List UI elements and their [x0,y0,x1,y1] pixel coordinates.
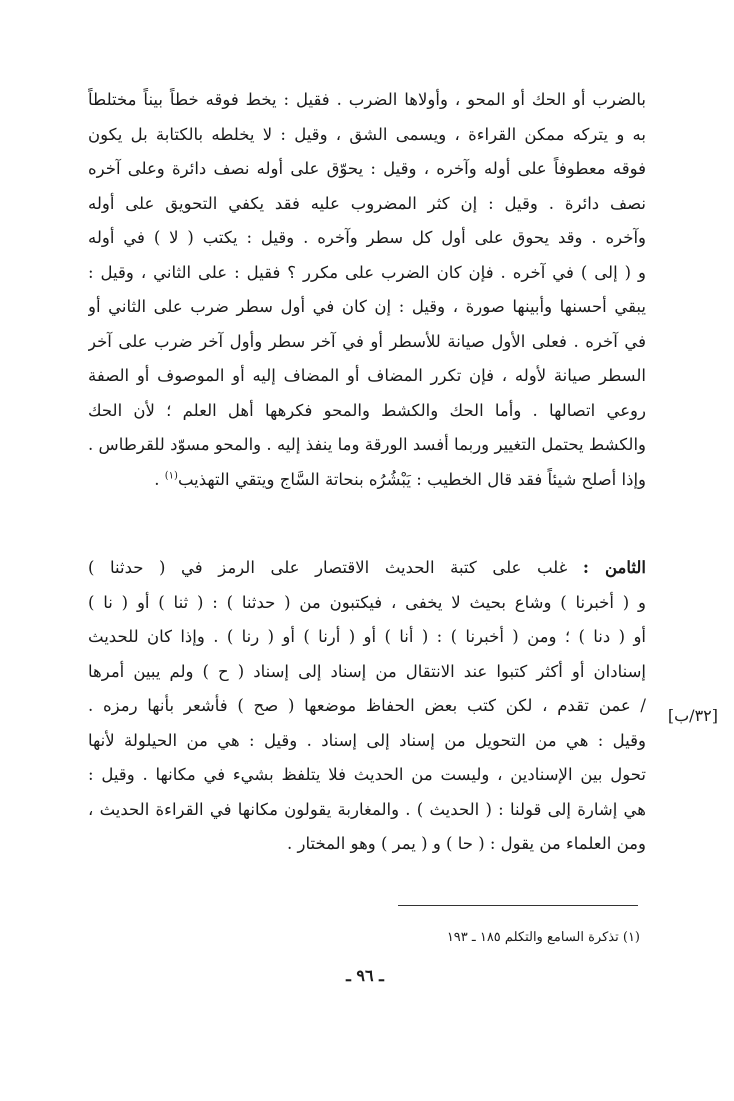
text-line: و ( إلى ) في آخره . فإن كان الضرب على مكرر ؟ فقيل : على الثاني ، وقيل : [88,262,646,282]
text-line: يبقي أحسنها وأبينها صورة ، وقيل : إن كان في أول سطر ضرب على الثاني أو [88,297,646,316]
text-line: إسنادان أو أكثر كتبوا عند الانتقال من إسناد إلى إسناد ( ح ) ولم يبين أمرها [88,661,646,681]
section-lead-heading: الثامن : [582,558,646,577]
first-line-rest: غلب على كتبة الحديث الاقتصار على الرمز في ( حدثنا ) [88,558,583,577]
text-line: / عمن تقدم ، لكن كتب بعض الحفاظ موضعها ( صح ) فأشعر بأنها رمزه . [88,696,646,715]
text-line: نصف دائرة . وقيل : إن كثر المضروب عليه فقد يكفي التحويق على أوله [88,193,646,213]
text-line: أو ( دنا ) ؛ ومن ( أخبرنا ) : ( أنا ) أو ( أرنا ) أو ( رنا ) . وإذا كان للحديث [88,627,646,646]
text-line-last [88,463,646,498]
paragraph-1 [88,83,646,497]
paragraph-2 [88,551,646,862]
text-line: فوقه معطوفاً على أوله وآخره ، وقيل : يحوّق على أوله نصف دائرة وعلى آخره [88,159,646,178]
footnote: (١) تذكرة السامع والتكلم ١٨٥ ـ ١٩٣ [446,930,640,945]
manuscript-folio-marker: [٣٢/ب] [667,706,718,725]
text-line: روعي اتصالها . وأما الحك والكشط والمحو فكرهها أهل العلم ؛ لأن الحك [88,400,646,420]
footnote-divider [398,905,638,906]
text-line: بالضرب أو الحك أو المحو ، وأولاها الضرب . فقيل : يخط فوقه خطاً بيناً مختلطاً [88,90,646,109]
text-line: وآخره . وقد يحوق على أول كل سطر وآخره . وقيل : يكتب ( لا ) في أوله [88,228,646,247]
text-line-last: ومن العلماء من يقول : ( حا ) و ( يمر ) وهو المختار . [287,834,646,853]
page-number: ـ ٩٦ ـ [346,966,384,985]
last-line-end: . [154,469,165,489]
text-line: تحول بين الإسنادين ، وليست من الحديث فلا يتلفظ بشيء في مكانها . وقيل : [88,765,646,784]
text-line: والكشط يحتمل التغيير وربما أفسد الورقة وما ينفذ إليه . والمحو مسوّد للقرطاس . [88,435,646,454]
text-line: السطر صيانة لأوله ، فإن تكرر المضاف أو المضاف إليه أو الموصوف أو الصفة [88,366,646,385]
text-line: به و يتركه ممكن القراءة ، ويسمى الشق ، وقيل : لا يخلطه بالكتابة بل يكون [88,124,646,144]
text-line: هي إشارة إلى قولنا : ( الحديث ) . والمغاربة يقولون مكانها في القراءة الحديث ، [88,799,646,819]
text-line: و ( أخبرنا ) وشاع بحيث لا يخفى ، فيكتبون من ( حدثنا ) : ( ثنا ) أو ( نا ) [88,592,646,612]
footnote-reference: (١) [164,470,178,481]
text-line-first [88,551,646,586]
text-line: في آخره . فعلى الأول صيانة للأسطر أو في آخر سطر وأول آخر ضرب على آخر [88,331,646,351]
last-line-text: وإذا أصلح شيئاً فقد قال الخطيب : يَبْشُرُه بنحاتة السَّاج ويتقي التهذيب [177,469,646,489]
text-line: وقيل : هي من التحويل من إسناد إلى إسناد . وقيل : هي من الحيلولة لأنها [88,730,646,750]
